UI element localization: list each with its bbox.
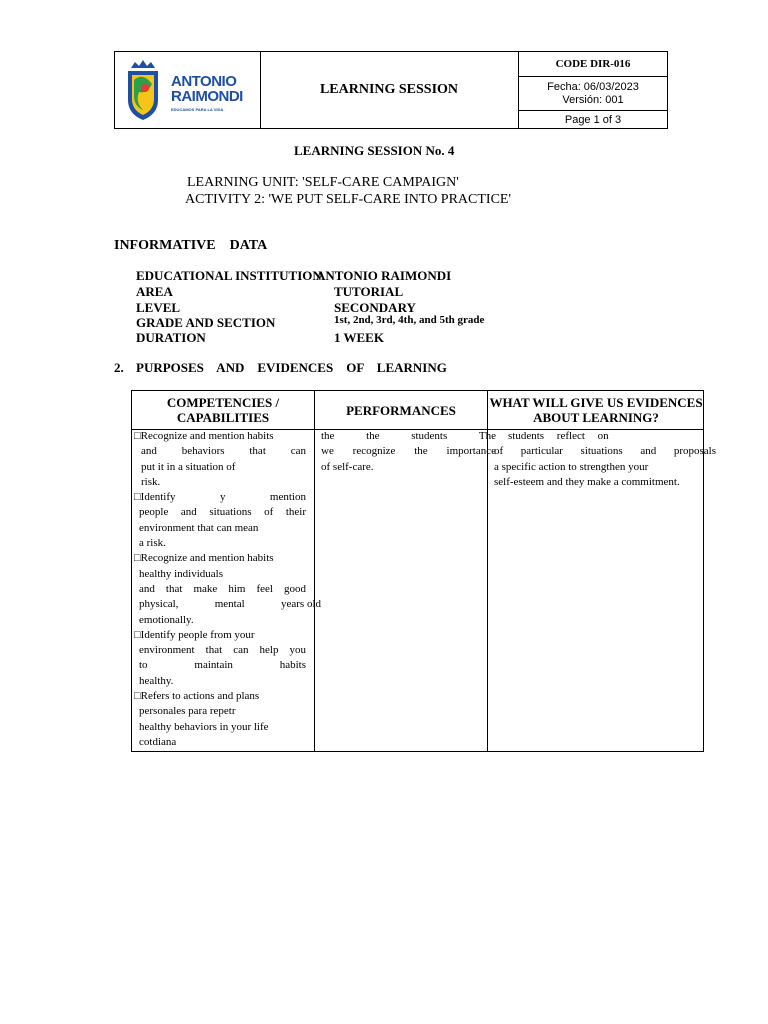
document-date: Fecha: 06/03/2023 (547, 81, 639, 93)
bullet-icon: □ (134, 690, 141, 703)
logo-name (171, 74, 243, 104)
list-item: a specific action to strengthen your (494, 460, 649, 473)
date-version-block (519, 78, 667, 110)
duration-label: DURATION (136, 330, 206, 345)
list-item: □Identify y mention (134, 491, 306, 504)
grade-label: GRADE AND SECTION (136, 315, 276, 330)
session-number: LEARNING SESSION No. 4 (294, 143, 455, 158)
header-title: LEARNING SESSION (319, 82, 459, 97)
list-item: the the students The (321, 430, 496, 442)
informative-data-heading: INFORMATIVE DATA (114, 238, 268, 253)
column-header-evidences: WHAT WILL GIVE US EVIDENCES ABOUT LEARNING? (489, 395, 703, 425)
logo-line-1: ANTONIO (171, 73, 237, 90)
bullet-icon: □ (134, 491, 141, 504)
bullet-icon: □ (134, 552, 141, 565)
list-item: healthy. (139, 674, 174, 687)
list-item: we recognize the importance (321, 445, 496, 458)
performances-cell (321, 429, 496, 475)
list-item: physical, mental years old (139, 598, 321, 611)
institution-value: ANTONIO RAIMONDI (316, 268, 452, 283)
section-number: 2. (114, 360, 124, 375)
bullet-icon: □ (134, 430, 141, 442)
section-title: PURPOSES AND EVIDENCES OF LEARNING (136, 360, 447, 375)
list-item: personales para repetr (139, 705, 236, 718)
list-item: □Identify people from your (134, 628, 255, 641)
table-divider (314, 391, 315, 751)
grade-value: 1st, 2nd, 3rd, 4th, and 5th grade (334, 314, 485, 326)
area-value: TUTORIAL (334, 284, 404, 299)
list-item: environment that can help you (139, 644, 306, 657)
evidences-cell (494, 429, 716, 490)
list-item: students reflect on (508, 430, 609, 442)
list-item: emotionally. (139, 613, 194, 626)
logo-motto: EDUCAMOS PARA LA VIDA (171, 107, 224, 112)
column-header-performances: PERFORMANCES (346, 402, 456, 418)
column-header-competencies: COMPETENCIES / CAPABILITIES (166, 395, 280, 425)
school-logo (125, 58, 253, 124)
list-item: a risk. (139, 537, 166, 550)
area-label: AREA (136, 284, 173, 299)
list-item: □Recognize and mention habits (134, 430, 274, 442)
learning-unit: LEARNING UNIT: 'SELF-CARE CAMPAIGN' (187, 175, 459, 190)
logo-line-2: RAIMONDI (171, 88, 243, 105)
list-item: and behaviors that can (141, 445, 306, 458)
page-number: Page 1 of 3 (564, 113, 622, 126)
list-item: and that make him feel good (139, 582, 306, 595)
duration-value: 1 WEEK (334, 330, 384, 345)
list-item: risk. (141, 475, 161, 488)
list-item: □Refers to actions and plans (134, 690, 260, 703)
level-value: SECONDARY (334, 300, 416, 315)
list-item: of self-care. (321, 460, 374, 473)
bullet-icon: □ (134, 628, 141, 641)
competencies-cell (134, 429, 321, 750)
list-item: healthy behaviors in your life (139, 720, 269, 733)
list-item: □Recognize and mention habits (134, 552, 274, 565)
list-item: to maintain habits (139, 659, 306, 672)
level-label: LEVEL (136, 300, 181, 315)
header-divider (518, 76, 667, 77)
document-header (114, 51, 668, 129)
purposes-table (131, 390, 716, 752)
list-item: self-esteem and they make a commitment. (494, 475, 680, 488)
list-item: people and situations of their (139, 506, 306, 519)
list-item: environment that can mean (139, 521, 259, 534)
activity-title: ACTIVITY 2: 'WE PUT SELF-CARE INTO PRACTICE' (185, 192, 512, 207)
list-item: of particular situations and proposals (494, 445, 716, 458)
list-item: healthy individuals (139, 567, 224, 580)
document-code: CODE DIR-016 (555, 58, 631, 70)
institution-label: EDUCATIONAL INSTITUTION (136, 268, 322, 283)
list-item: put it in a situation of (141, 460, 236, 473)
document-version: Versión: 001 (562, 94, 624, 106)
list-item: cotdiana (139, 735, 177, 748)
